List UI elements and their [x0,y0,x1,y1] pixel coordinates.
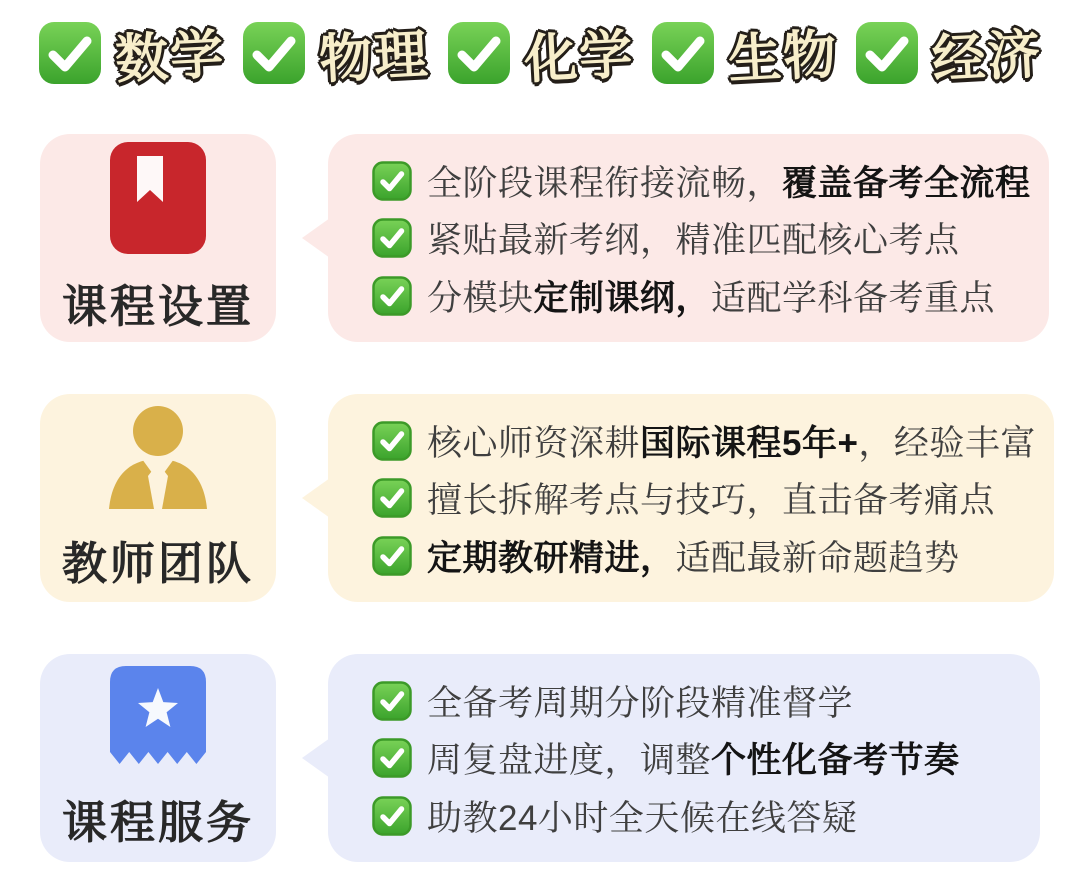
feature-text-segment: 全备考周期分阶段精准督学 [427,683,854,723]
feature-item [372,473,1036,523]
subject-item [242,15,429,91]
feature-item [372,416,1036,466]
feature-text [427,156,1031,206]
subject-item [855,15,1042,91]
feature-text [427,531,960,581]
feature-text-segment: 适配学科备考重点 [711,278,996,318]
section-row [40,394,1040,602]
feature-text [427,416,1036,466]
green-checkmark-icon [372,421,412,461]
feature-text-segment: 紧贴最新考纲，精准匹配核心考点 [427,221,960,260]
feature-text [427,791,857,841]
section-row [40,134,1040,342]
section-row [40,654,1040,862]
bubble-tail [302,478,330,518]
section-bubble [328,134,1049,342]
subject-label: 经济 [930,25,1044,90]
feature-item [372,676,1022,726]
feature-item [372,531,1036,581]
feature-text [427,676,853,726]
feature-item [372,733,1022,783]
feature-text-segment: 全阶段课程衔接流畅， [427,163,783,203]
feature-text [427,213,960,263]
section-card [40,654,276,862]
feature-text-segment: 分模块 [427,278,534,318]
feature-text [427,733,960,783]
book-icon [110,142,206,254]
section-title: 课程设置 [61,280,254,332]
section-bubble [328,394,1054,602]
feature-text-segment: 核心师资深耕 [427,423,641,463]
green-checkmark-icon [372,276,412,316]
subject-label: 数学 [113,25,227,90]
feature-text-segment: 周复盘进度，调整 [427,741,712,780]
green-checkmark-icon [855,21,919,85]
feature-item [372,156,1031,206]
feature-item [372,791,1022,841]
green-checkmark-icon [242,21,306,85]
section-card [40,394,276,602]
feature-item [372,271,1031,321]
subject-item [651,15,838,91]
green-checkmark-icon [372,536,412,576]
subject-item [38,15,225,91]
feature-text-bold-segment: 定制课纲， [533,278,712,318]
subject-label: 物理 [318,25,431,90]
section-title: 教师团队 [61,537,254,589]
feature-text-bold-segment: 个性化备考节奏 [711,741,960,780]
green-checkmark-icon [38,21,102,85]
feature-text-segment: ，经验丰富 [858,423,1036,463]
sections [40,134,1040,862]
feature-item [372,213,1031,263]
subjects-row [38,12,1042,94]
ribbon-star-icon [110,666,206,770]
section-card [40,134,276,342]
green-checkmark-icon [372,796,412,836]
bubble-tail [302,738,330,778]
subject-label: 生物 [726,25,840,90]
feature-text [427,473,995,523]
feature-text-bold-segment: 国际课程5年+ [640,423,859,463]
feature-text [427,271,995,321]
feature-text-segment: 擅长拆解考点与技巧，直击备考痛点 [427,481,996,520]
green-checkmark-icon [372,478,412,518]
green-checkmark-icon [372,218,412,258]
section-bubble [328,654,1040,862]
green-checkmark-icon [447,21,511,85]
feature-text-segment: 适配最新命题趋势 [675,538,960,578]
feature-text-bold-segment: 覆盖备考全流程 [782,163,1031,203]
subject-label: 化学 [522,25,636,90]
feature-text-segment: 助教24小时全天候在线答疑 [427,798,858,838]
subject-item [447,15,634,91]
section-title: 课程服务 [61,796,254,848]
green-checkmark-icon [651,21,715,85]
green-checkmark-icon [372,738,412,778]
green-checkmark-icon [372,681,412,721]
teacher-icon [96,405,220,511]
feature-text-bold-segment: 定期教研精进， [427,538,676,578]
green-checkmark-icon [372,161,412,201]
bubble-tail [302,218,330,258]
